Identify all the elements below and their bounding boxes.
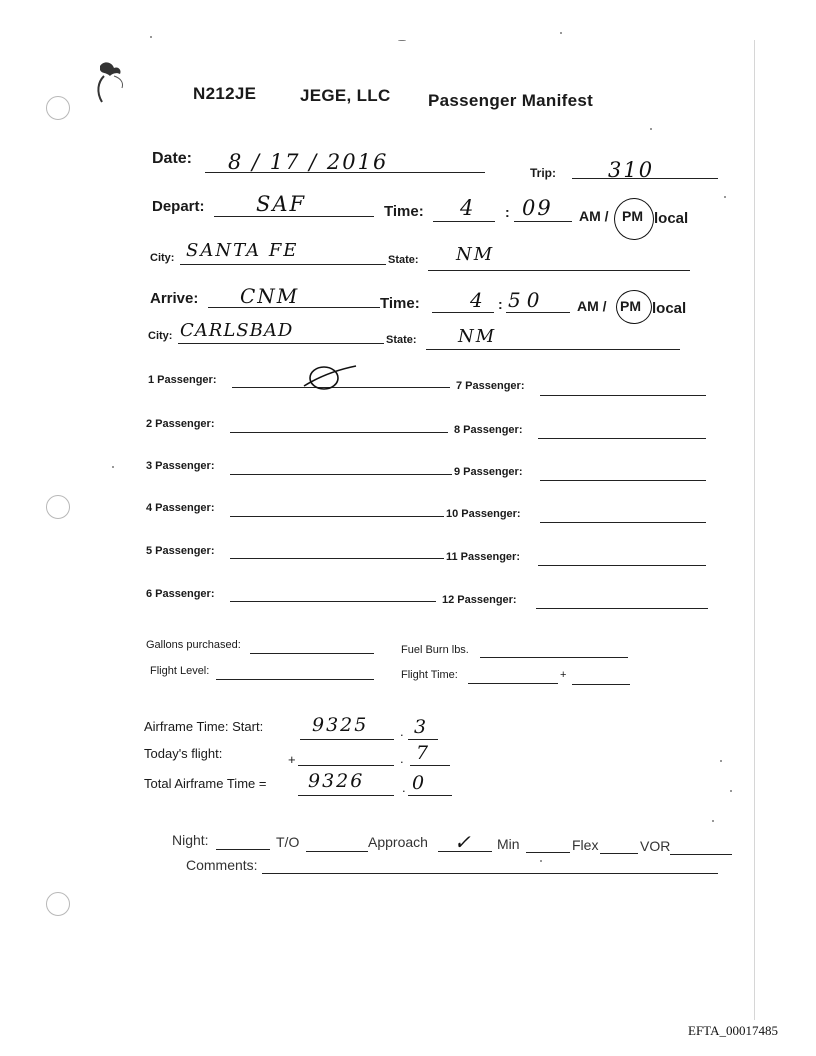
eagle-logo	[90, 58, 130, 108]
fuel-burn-label: Fuel Burn lbs.	[401, 644, 469, 656]
gallons-purchased-label: Gallons purchased:	[146, 639, 241, 651]
vor-label: VOR	[640, 838, 671, 854]
depart-hour-line	[433, 221, 495, 222]
min-label: Min	[497, 836, 520, 852]
scan-speck	[712, 820, 714, 822]
depart-state-line	[428, 270, 690, 271]
flight-time-line	[468, 683, 558, 684]
todays-flight-label: Today's flight:	[144, 746, 223, 761]
arrive-state-line	[426, 349, 680, 350]
passenger-8-line	[538, 438, 706, 439]
depart-colon: :	[505, 204, 510, 220]
passenger-5-line	[230, 558, 444, 559]
arrive-label: Arrive:	[150, 290, 199, 307]
company-name: JEGE, LLC	[300, 86, 391, 105]
passenger-10-line	[540, 522, 706, 523]
airframe-start-tenth-line	[408, 739, 438, 740]
arrive-time-label: Time:	[380, 295, 420, 312]
total-airframe-tenth-line	[408, 795, 452, 796]
null-mark	[300, 362, 360, 392]
approach-label: Approach	[368, 834, 428, 850]
flight-time-label: Flight Time:	[401, 669, 458, 681]
total-airframe-whole: 9326	[308, 770, 365, 792]
arrive-state-label: State:	[386, 334, 417, 346]
to-line	[306, 851, 368, 852]
trip-value: 310	[608, 158, 655, 182]
passenger-10-label: 10 Passenger:	[446, 508, 521, 520]
min-line	[526, 852, 570, 853]
depart-value: SAF	[256, 192, 307, 216]
flight-level-label: Flight Level:	[150, 665, 210, 677]
arrive-hour: 4	[470, 288, 485, 312]
arrive-pm: PM	[620, 298, 641, 314]
trip-label: Trip:	[530, 166, 556, 180]
todays-flight-tenth: 7	[416, 742, 431, 764]
passenger-1-label: 1 Passenger:	[148, 374, 217, 386]
scan-speck	[730, 790, 732, 792]
flight-time-plus: +	[560, 669, 567, 681]
arrive-colon: :	[498, 296, 503, 312]
scan-speck	[398, 40, 406, 41]
depart-time-label: Time:	[384, 203, 424, 220]
flex-label: Flex	[572, 837, 599, 853]
arrive-city-line	[178, 343, 384, 344]
total-airframe-whole-line	[298, 795, 394, 796]
arrive-state-value: NM	[458, 326, 497, 347]
arrive-hour-line	[432, 312, 494, 313]
passenger-8-label: 8 Passenger:	[454, 424, 523, 436]
airframe-start-dot: .	[400, 724, 404, 739]
arrive-local: local	[652, 300, 687, 317]
page-edge-shadow	[754, 40, 755, 1020]
scan-speck	[724, 196, 726, 198]
scan-speck	[150, 36, 152, 38]
passenger-11-line	[538, 565, 706, 566]
airframe-start-whole-line	[300, 739, 394, 740]
passenger-4-label: 4 Passenger:	[146, 502, 215, 514]
arrive-am: AM /	[577, 298, 607, 314]
arrive-minute-line	[506, 312, 570, 313]
airframe-start-tenth: 3	[414, 716, 429, 738]
depart-city-value: SANTA FE	[186, 240, 299, 261]
depart-state-label: State:	[388, 254, 419, 266]
passenger-6-label: 6 Passenger:	[146, 588, 215, 600]
approach-check-mark: ✓	[454, 830, 473, 854]
comments-line	[262, 873, 718, 874]
depart-am: AM /	[579, 208, 609, 224]
arrive-city-value: CARLSBAD	[180, 320, 294, 341]
to-label: T/O	[276, 834, 300, 850]
night-line	[216, 849, 270, 850]
passenger-5-label: 5 Passenger:	[146, 545, 215, 557]
total-airframe-dot: .	[402, 780, 406, 795]
fuel-burn-line	[480, 657, 628, 658]
total-airframe-label: Total Airframe Time =	[144, 776, 267, 791]
todays-flight-whole-line	[298, 765, 394, 766]
passenger-3-line	[230, 474, 452, 475]
passenger-2-line	[230, 432, 448, 433]
scan-speck	[720, 760, 722, 762]
tail-number: N212JE	[193, 84, 257, 103]
arrive-city-label: City:	[148, 330, 173, 342]
depart-city-label: City:	[150, 252, 175, 264]
passenger-7-label: 7 Passenger:	[456, 380, 525, 392]
arrive-value: CNM	[240, 284, 300, 308]
passenger-2-label: 2 Passenger:	[146, 418, 215, 430]
todays-flight-dot: .	[400, 751, 404, 766]
gallons-purchased-line	[250, 653, 374, 654]
night-label: Night:	[172, 832, 209, 848]
flight-time-extra-line	[572, 684, 630, 685]
vor-line	[670, 854, 732, 855]
depart-hour: 4	[460, 196, 476, 220]
passenger-3-label: 3 Passenger:	[146, 460, 215, 472]
depart-line	[214, 216, 374, 217]
date-value: 8 / 17 / 2016	[228, 150, 389, 174]
page-title: Passenger Manifest	[428, 91, 594, 110]
passenger-12-line	[536, 608, 708, 609]
binder-hole-top	[46, 96, 70, 120]
scan-speck	[650, 128, 652, 130]
depart-city-line	[180, 264, 386, 265]
date-label: Date:	[152, 150, 193, 167]
comments-label: Comments:	[186, 857, 258, 873]
depart-pm: PM	[622, 208, 643, 224]
flex-line	[600, 853, 638, 854]
passenger-4-line	[230, 516, 444, 517]
flight-level-line	[216, 679, 374, 680]
airframe-start-whole: 9325	[312, 714, 369, 736]
passenger-9-label: 9 Passenger:	[454, 466, 523, 478]
binder-hole-bottom	[46, 892, 70, 916]
document-id: EFTA_00017485	[688, 1023, 778, 1038]
depart-pm-circle	[614, 198, 654, 240]
todays-flight-plus: +	[288, 752, 296, 767]
arrive-minute: 50	[508, 288, 546, 312]
passenger-6-line	[230, 601, 436, 602]
depart-state-value: NM	[456, 244, 495, 265]
depart-minute-line	[514, 221, 572, 222]
depart-local: local	[654, 210, 689, 227]
passenger-12-label: 12 Passenger:	[442, 594, 517, 606]
todays-flight-tenth-line	[410, 765, 450, 766]
arrive-pm-circle	[616, 290, 652, 324]
scan-speck	[112, 466, 114, 468]
passenger-11-label: 11 Passenger:	[446, 551, 520, 563]
passenger-9-line	[540, 480, 706, 481]
binder-hole-middle	[46, 495, 70, 519]
depart-minute: 09	[522, 196, 553, 220]
depart-label: Depart:	[152, 198, 205, 215]
total-airframe-tenth: 0	[412, 772, 427, 794]
passenger-7-line	[540, 395, 706, 396]
airframe-start-label: Airframe Time: Start:	[144, 719, 264, 734]
scan-speck	[540, 860, 542, 862]
scan-speck	[560, 32, 562, 34]
